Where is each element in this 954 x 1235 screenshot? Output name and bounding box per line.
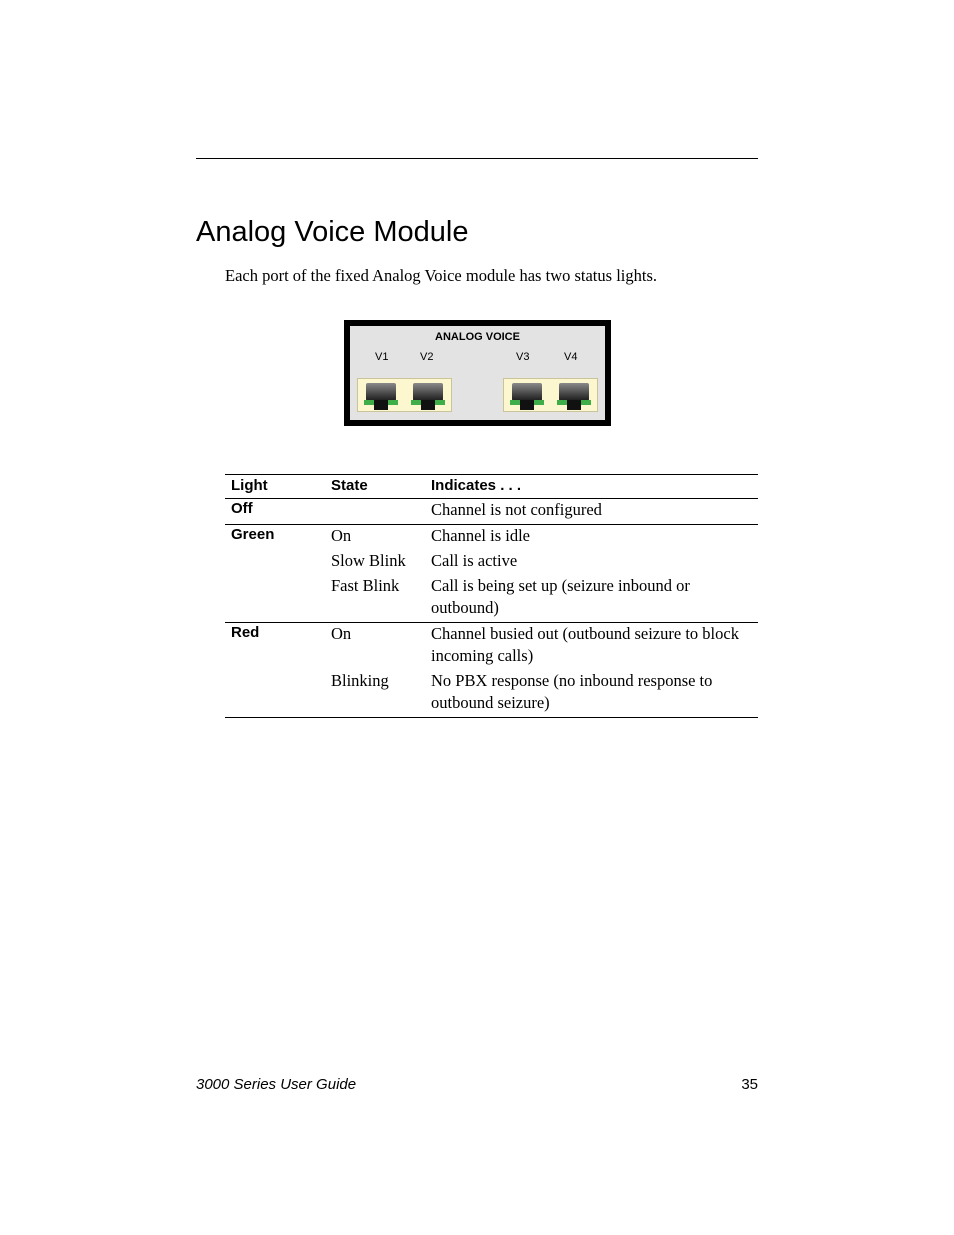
table-row (225, 670, 758, 718)
port-label-v4: V4 (564, 351, 578, 363)
cell-light (225, 575, 325, 623)
jack-v1 (364, 383, 398, 410)
analog-voice-module-figure (344, 320, 611, 426)
table-row (225, 499, 758, 525)
port-group-left (357, 378, 452, 412)
jack-v4-body (559, 383, 589, 401)
jack-v3 (510, 383, 544, 410)
jack-v1-tab (374, 400, 388, 410)
cell-indicates: Channel is not configured (425, 499, 758, 525)
header-light: Light (225, 475, 325, 499)
jack-v2-tab (421, 400, 435, 410)
cell-light: Off (225, 499, 325, 525)
cell-state: On (331, 526, 352, 545)
jack-v2 (411, 383, 445, 410)
jack-v4 (557, 383, 591, 410)
cell-state (325, 499, 425, 525)
cell-indicates: Channel is idle (431, 526, 530, 545)
module-title: ANALOG VOICE (435, 331, 520, 343)
jack-v2-body (413, 383, 443, 401)
port-label-v1: V1 (375, 351, 389, 363)
table-row (225, 623, 758, 671)
footer-page-number: 35 (741, 1076, 758, 1093)
cell-light: Red (231, 624, 260, 641)
header-indicates: Indicates . . . (425, 475, 758, 499)
jack-v4-tab (567, 400, 581, 410)
cell-indicates: Call is being set up (seizure inbound or outbound) (425, 575, 758, 623)
status-light-table (225, 474, 758, 718)
cell-indicates: Call is active (431, 551, 518, 570)
table-row (225, 525, 758, 551)
port-label-v3: V3 (516, 351, 530, 363)
page-title: Analog Voice Module (196, 216, 469, 248)
cell-indicates: Channel busied out (outbound seizure to block incoming calls) (431, 624, 739, 665)
jack-v1-body (366, 383, 396, 401)
table-header-row (225, 475, 758, 499)
cell-state: On (331, 624, 352, 643)
header-state: State (325, 475, 425, 499)
jack-v3-tab (520, 400, 534, 410)
jack-v3-body (512, 383, 542, 401)
cell-state: Blinking (331, 671, 389, 690)
module-faceplate (350, 326, 605, 420)
port-group-right (503, 378, 598, 412)
cell-state: Fast Blink (325, 575, 425, 623)
table-row (225, 575, 758, 623)
cell-light (225, 550, 325, 575)
cell-state: Slow Blink (331, 551, 406, 570)
cell-indicates: No PBX response (no inbound response to outbound seizure) (431, 671, 713, 712)
cell-light (225, 670, 325, 718)
cell-light: Green (231, 526, 275, 543)
header-rule (196, 158, 758, 159)
intro-paragraph: Each port of the fixed Analog Voice module has two status lights. (225, 266, 657, 285)
footer-guide-title: 3000 Series User Guide (196, 1076, 357, 1093)
port-label-v2: V2 (420, 351, 434, 363)
table-row (225, 550, 758, 575)
